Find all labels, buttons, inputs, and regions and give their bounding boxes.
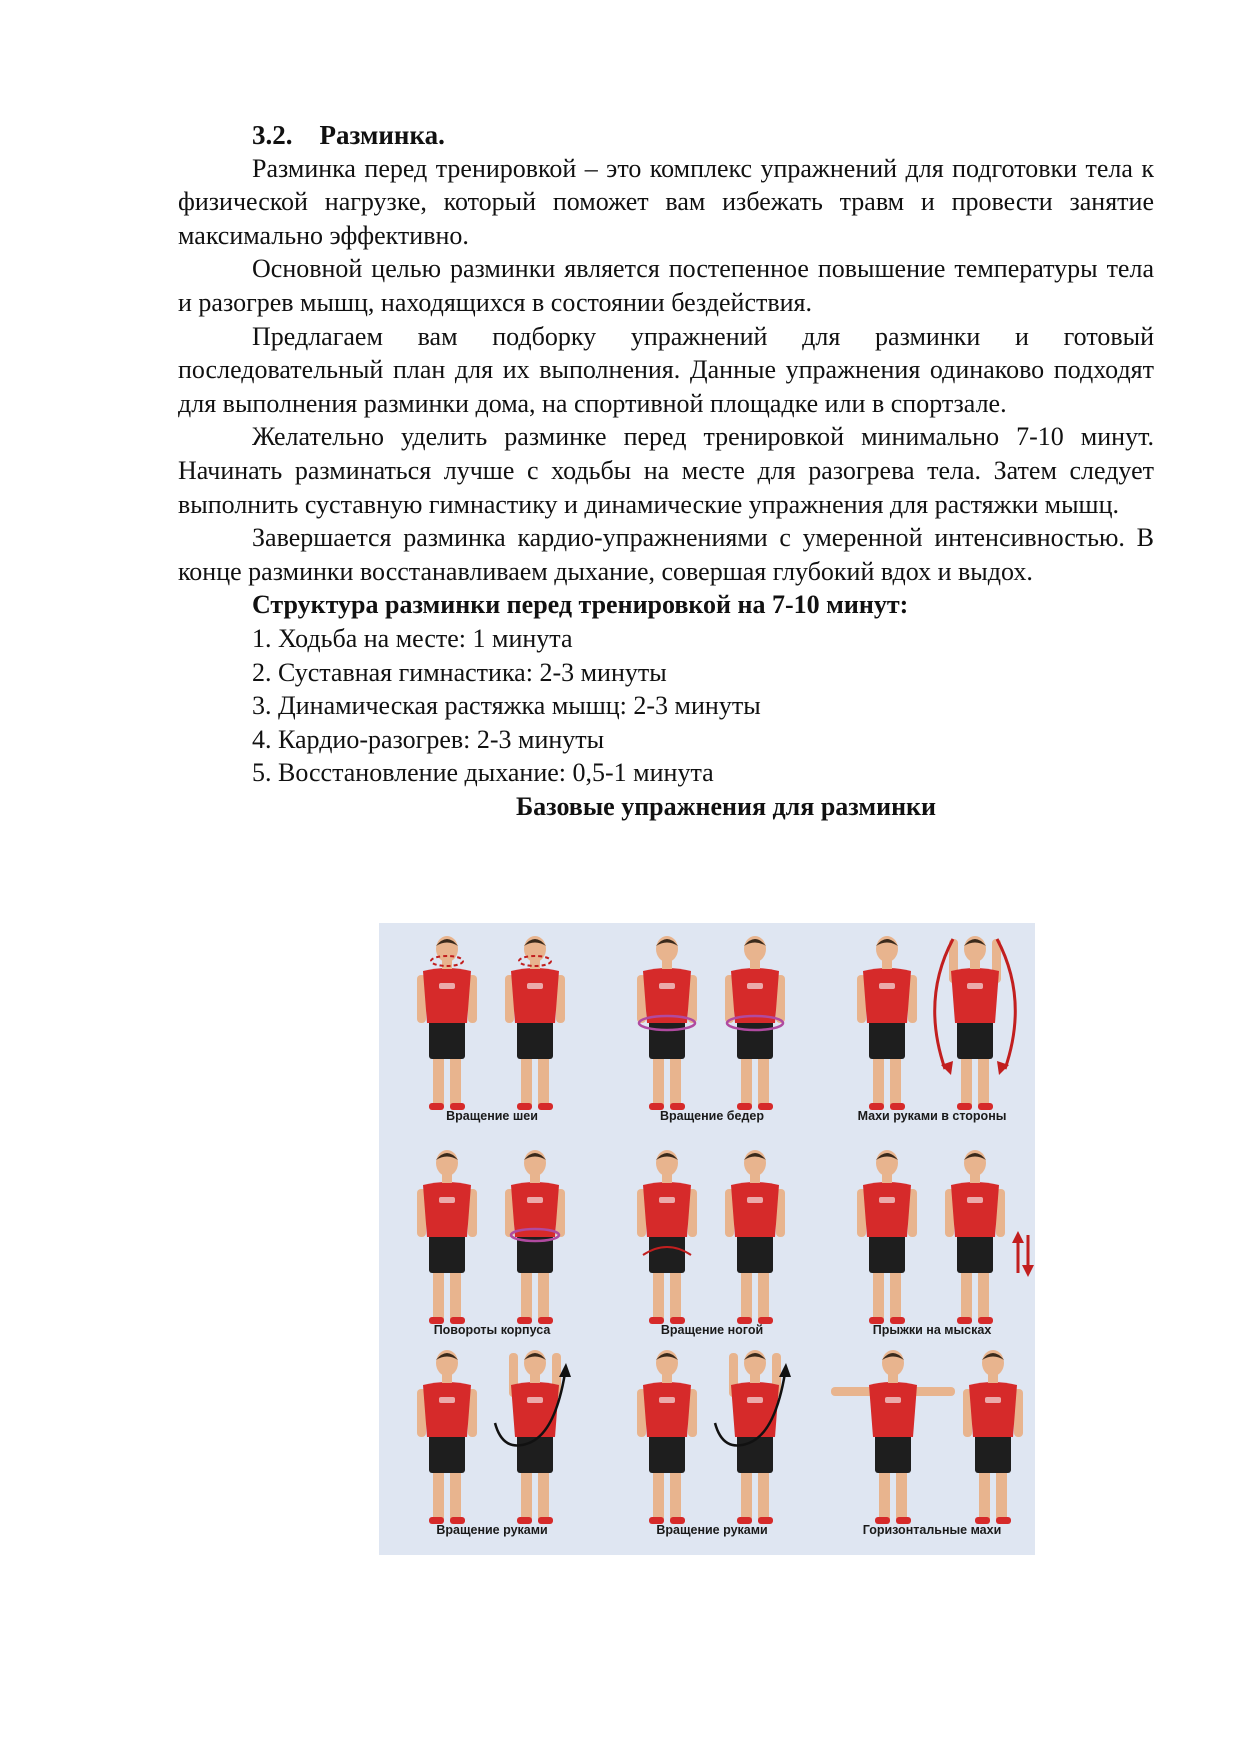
exercise-figure — [383, 1343, 601, 1528]
structure-item: 4. Кардио-разогрев: 2-3 минуты — [252, 724, 605, 754]
structure-title: Структура разминки перед тренировкой на 7-10 минут: — [252, 590, 909, 620]
paragraph: Разминка перед тренировкой – это комплекс упражнений для подготовки тела к физической нагрузке, который поможет вам избежать травм и провести занятие максимально эффективно. — [178, 153, 1154, 250]
exercise-card — [603, 1343, 821, 1553]
structure-item: 3. Динамическая растяжка мышц: 2-3 минуты — [252, 691, 761, 721]
exercise-label: Прыжки на мысках — [872, 1323, 992, 1337]
exercise-figure — [823, 929, 1041, 1114]
section-title: Разминка. — [319, 120, 445, 150]
exercise-figure — [823, 1343, 1041, 1528]
paragraph: Основной целью разминки является постепенное повышение температуры тела и разогрев мышц, находящихся в состоянии бездействия. — [178, 254, 1154, 317]
paragraph: Предлагаем вам подборку упражнений для разминки и готовый последовательный план для их выполнения. Данные упражнения одинаково подходят для выполнения разминки дома, на спортивной площадке или в спортзале. — [178, 321, 1154, 418]
exercise-label: Махи руками в стороны — [857, 1109, 1007, 1123]
paragraph: Завершается разминка кардио-упражнениями с умеренной интенсивностью. В конце разминки восстанавливаем дыхание, совершая глубокий вдох и выдох. — [178, 523, 1154, 586]
exercise-card — [823, 1143, 1041, 1353]
section-number: 3.2. — [252, 120, 293, 150]
exercise-card — [603, 929, 821, 1139]
exercise-label: Вращение руками — [436, 1523, 548, 1537]
exercise-figure — [383, 1143, 601, 1328]
exercise-card — [383, 929, 601, 1139]
exercise-figure — [603, 929, 821, 1114]
exercise-label: Вращение руками — [656, 1523, 768, 1537]
exercise-card — [603, 1143, 821, 1353]
exercise-label: Вращение ногой — [660, 1323, 764, 1337]
exercise-card — [823, 929, 1041, 1139]
structure-item: 1. Ходьба на месте: 1 минута — [252, 623, 573, 653]
exercise-label: Вращение бедер — [660, 1109, 764, 1123]
exercise-label: Повороты корпуса — [433, 1323, 551, 1337]
exercise-figure — [603, 1143, 821, 1328]
exercise-card — [823, 1343, 1041, 1553]
exercise-card — [383, 1143, 601, 1353]
exercise-label: Горизонтальные махи — [862, 1523, 1002, 1537]
exercise-figure — [823, 1143, 1041, 1328]
figure-caption: Базовые упражнения для разминки — [515, 791, 937, 821]
exercise-figure — [603, 1343, 821, 1528]
structure-item: 5. Восстановление дыхание: 0,5-1 минута — [252, 758, 714, 788]
exercise-label: Вращение шеи — [446, 1109, 538, 1123]
exercise-card — [383, 1343, 601, 1553]
exercise-figure — [383, 929, 601, 1114]
paragraph: Желательно уделить разминке перед тренировкой минимально 7-10 минут. Начинать разминаться лучше с ходьбы на месте для разогрева тела. Затем следует выполнить суставную гимнастику и динамические упражнения для растяжки мышц. — [178, 422, 1154, 519]
body-text — [178, 118, 1154, 823]
exercise-illustration — [379, 923, 1035, 1555]
structure-item: 2. Суставная гимнастика: 2-3 минуты — [252, 657, 667, 687]
